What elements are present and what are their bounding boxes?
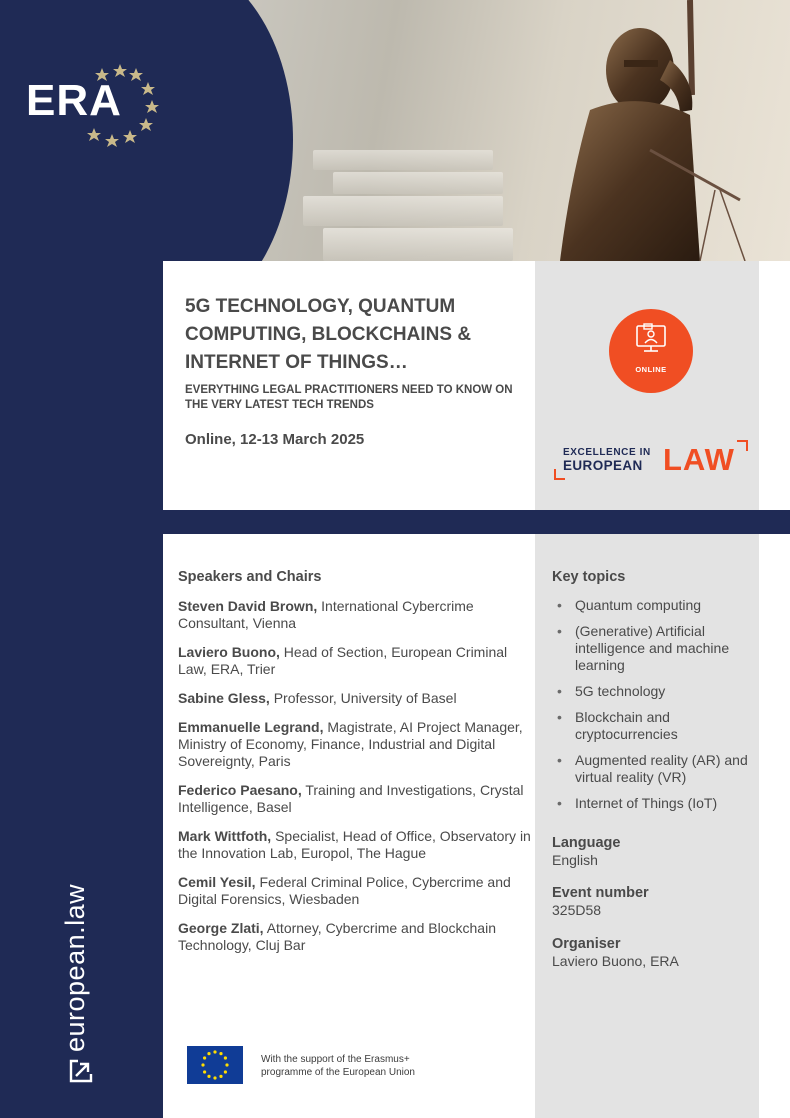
organiser-value: Laviero Buono, ERA: [552, 953, 679, 969]
event-number-value: 325D58: [552, 902, 602, 918]
speaker-item: Mark Wittfoth, Specialist, Head of Office, Observatory in the Innovation Lab, Europol, The Hague: [178, 828, 531, 861]
list-item: • Blockchain and cryptocurrencies: [552, 709, 752, 743]
list-item: • Internet of Things (IoT): [552, 795, 752, 812]
eu-flag: [187, 1046, 243, 1084]
speaker-item: George Zlati, Attorney, Cybercrime and Blockchain Technology, Cluj Bar: [178, 920, 496, 953]
speaker-item: Steven David Brown, International Cybercrime Consultant, Vienna: [178, 598, 474, 631]
list-item: • Quantum computing: [552, 597, 752, 614]
page-subtitle: EVERYTHING LEGAL PRACTITIONERS NEED TO KNOW ON THE VERY LATEST TECH TRENDS: [185, 384, 513, 411]
divider-band: [163, 510, 790, 534]
speaker-list: [178, 598, 535, 966]
event-number-block: [552, 885, 752, 919]
european-text: EUROPEAN: [563, 458, 643, 473]
language-label: Language: [552, 835, 621, 851]
law-text: LAW: [663, 442, 735, 477]
computer-user-icon: [635, 323, 667, 359]
era-logo: [26, 62, 166, 152]
online-badge: [609, 309, 693, 393]
topics-list: [552, 597, 752, 821]
external-link-icon[interactable]: [68, 1058, 94, 1084]
funding-text: With the support of the Erasmus+ programme of the European Union: [261, 1054, 415, 1078]
hero-image: [163, 0, 790, 261]
page-title: 5G TECHNOLOGY, QUANTUM COMPUTING, BLOCKCHAINS & INTERNET OF THINGS…: [185, 296, 472, 373]
online-label: ONLINE: [635, 365, 667, 374]
lady-justice-statue: [520, 0, 760, 261]
event-number-label: Event number: [552, 885, 649, 901]
event-date: Online, 12-13 March 2025: [185, 431, 365, 448]
navy-curve-shape: [163, 0, 293, 261]
list-item: • (Generative) Artificial intelligence and machine learning: [552, 623, 752, 674]
website-link[interactable]: european.law: [60, 883, 90, 1052]
language-block: [552, 835, 752, 869]
speakers-panel: [163, 534, 535, 1118]
excellence-text: EXCELLENCE IN: [563, 447, 651, 458]
info-panel: [535, 534, 759, 1118]
title-panel: [163, 261, 535, 510]
language-value: English: [552, 852, 598, 868]
speaker-item: Emmanuelle Legrand, Magistrate, AI Project Manager, Ministry of Economy, Finance, Industrial and Digital Sovereignty, Paris: [178, 719, 523, 769]
speakers-heading: Speakers and Chairs: [178, 569, 322, 585]
speaker-item: Laviero Buono, Head of Section, European Criminal Law, ERA, Trier: [178, 644, 508, 677]
organiser-label: Organiser: [552, 936, 621, 952]
list-item: • Augmented reality (AR) and virtual reality (VR): [552, 752, 752, 786]
eu-stars-ring-icon: [26, 62, 166, 152]
excellence-in-european-law-logo: [553, 439, 749, 481]
speaker-item: Cemil Yesil, Federal Criminal Police, Cybercrime and Digital Forensics, Wiesbaden: [178, 874, 511, 907]
speaker-item: Federico Paesano, Training and Investigations, Crystal Intelligence, Basel: [178, 782, 524, 815]
organiser-block: [552, 936, 752, 970]
topics-heading: Key topics: [552, 569, 626, 585]
eu-flag-stars-icon: [187, 1046, 243, 1084]
list-item: • 5G technology: [552, 683, 752, 700]
badge-panel: [535, 261, 759, 510]
speaker-item: Sabine Gless, Professor, University of Basel: [178, 690, 457, 706]
logo-text: ERA: [26, 76, 122, 125]
